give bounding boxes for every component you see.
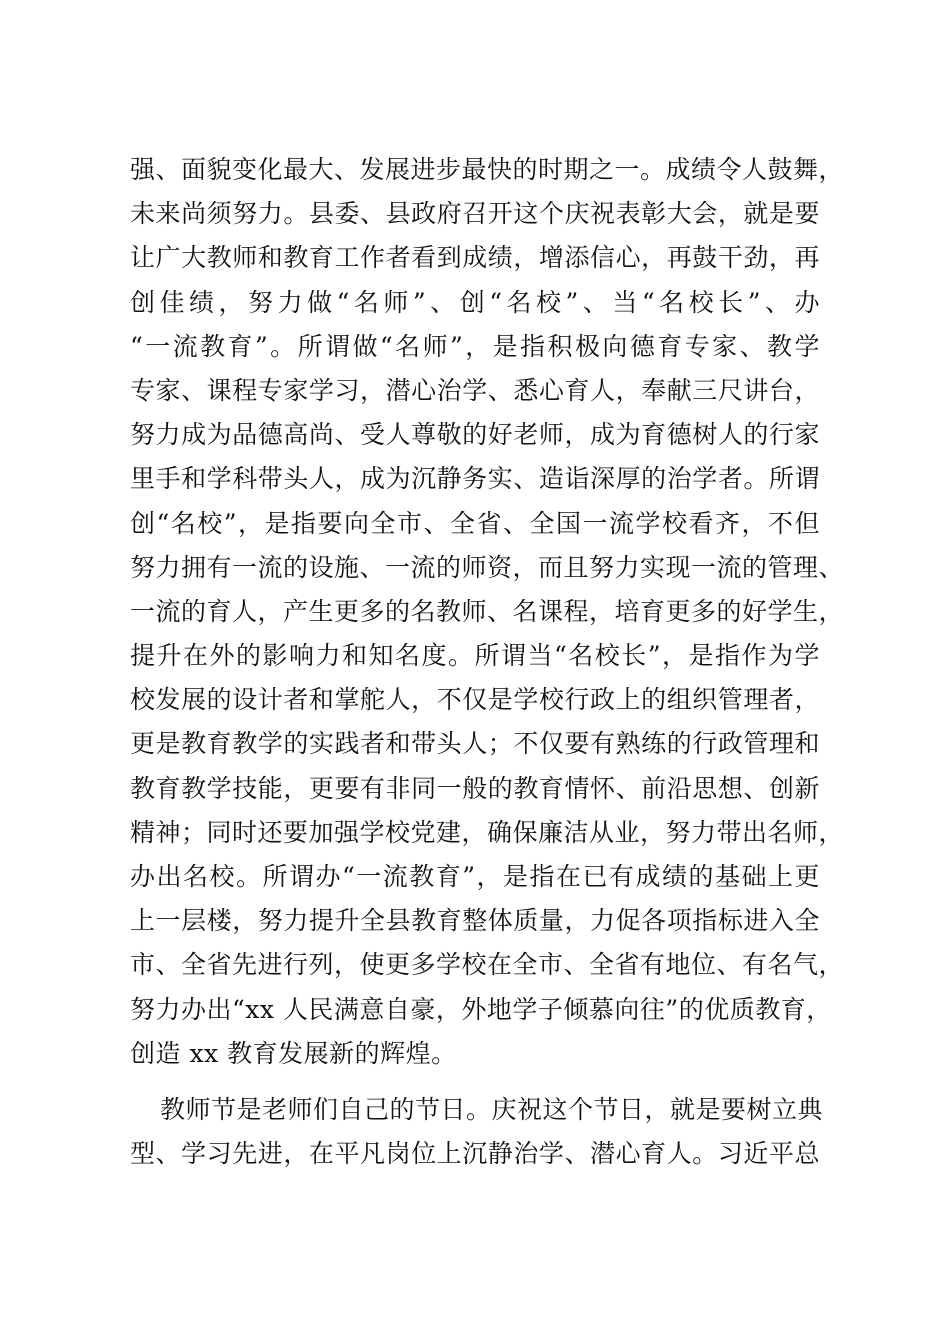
text-line: 创佳绩，努力做“名师”、创“名校”、当“名校长”、办 bbox=[130, 287, 820, 317]
text-line: 让广大教师和教育工作者看到成绩，增添信心，再鼓干劲，再 bbox=[130, 243, 820, 273]
paragraph-2 bbox=[130, 1088, 824, 1176]
text-line: 精神；同时还要加强学校党建，确保廉洁从业，努力带出名师， bbox=[130, 817, 845, 847]
paragraph-1 bbox=[130, 148, 845, 1076]
text-line: 未来尚须努力。县委、县政府召开这个庆祝表彰大会，就是要 bbox=[130, 199, 820, 229]
text-line: 专家、课程专家学习，潜心治学、悉心育人，奉献三尺讲台， bbox=[130, 375, 820, 405]
text-line: 创造 xx 教育发展新的辉煌。 bbox=[130, 1038, 457, 1068]
text-line: 努力办出“xx 人民满意自豪，外地学子倾慕向往”的优质教育， bbox=[130, 994, 832, 1024]
text-line: 教育教学技能，更要有非同一般的教育情怀、前沿思想、创新 bbox=[130, 773, 820, 803]
text-line: 更是教育教学的实践者和带头人；不仅要有熟练的行政管理和 bbox=[130, 729, 820, 759]
text-line: 创“名校”，是指要向全市、全省、全国一流学校看齐，不但 bbox=[130, 508, 820, 538]
text-line: 努力拥有一流的设施、一流的师资，而且努力实现一流的管理、 bbox=[130, 552, 845, 582]
text-line: 强、面貌变化最大、发展进步最快的时期之一。成绩令人鼓舞， bbox=[130, 155, 845, 184]
text-line: 一流的育人，产生更多的名教师、名课程，培育更多的好学生， bbox=[130, 596, 845, 626]
text-line: 提升在外的影响力和知名度。所谓当“名校长”，是指作为学 bbox=[130, 641, 820, 671]
text-line: 努力成为品德高尚、受人尊敬的好老师，成为育德树人的行家 bbox=[130, 420, 820, 450]
text-line: 上一层楼，努力提升全县教育整体质量，力促各项指标进入全 bbox=[130, 906, 820, 936]
text-line: 校发展的设计者和掌舵人，不仅是学校行政上的组织管理者， bbox=[130, 685, 820, 715]
text-line: “一流教育”。所谓做“名师”，是指积极向德育专家、教学 bbox=[130, 331, 820, 361]
text-line: 教师节是老师们自己的节日。庆祝这个节日，就是要树立典 bbox=[160, 1095, 824, 1124]
text-line: 里手和学科带头人，成为沉静务实、造诣深厚的治学者。所谓 bbox=[130, 464, 820, 494]
text-line: 市、全省先进行列，使更多学校在全市、全省有地位、有名气， bbox=[130, 950, 845, 980]
text-line: 型、学习先进，在平凡岗位上沉静治学、潜心育人。习近平总 bbox=[130, 1139, 820, 1169]
text-line: 办出名校。所谓办“一流教育”，是指在已有成绩的基础上更 bbox=[130, 862, 820, 891]
